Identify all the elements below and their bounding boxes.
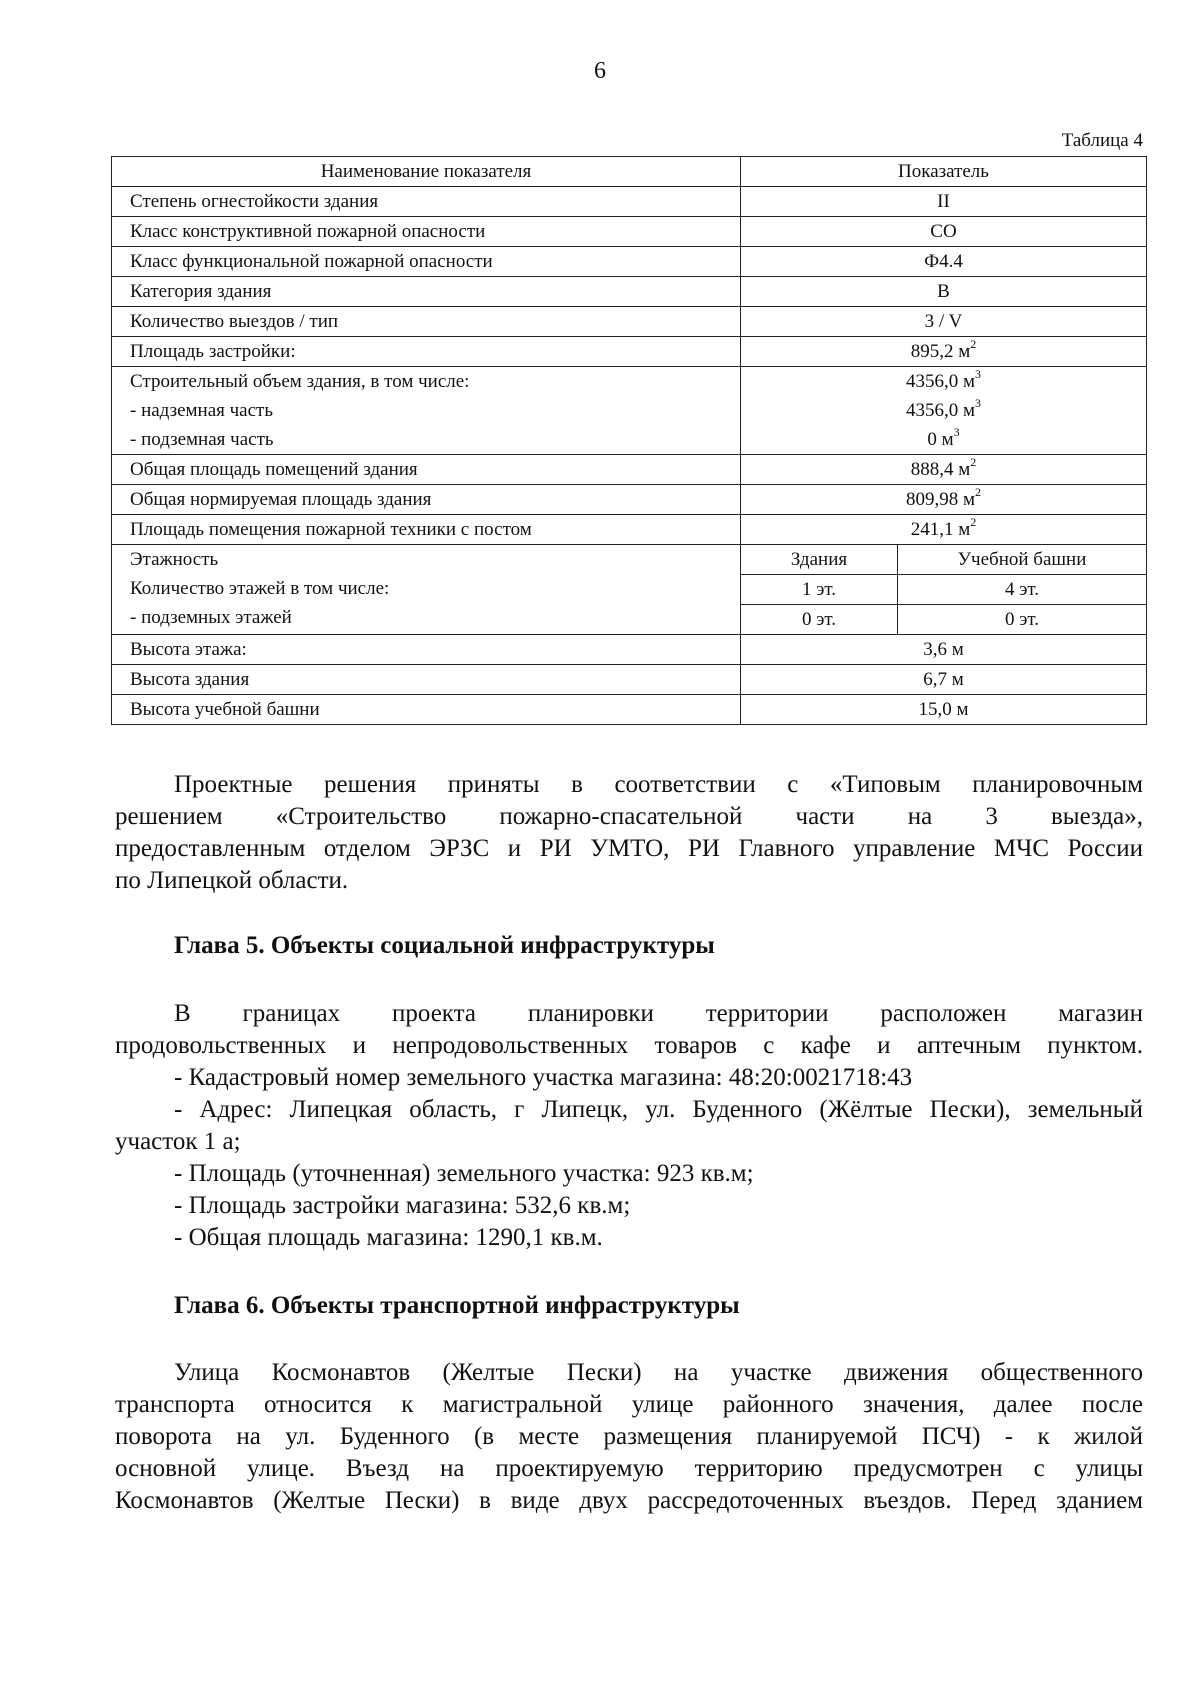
- row-name: Общая нормируемая площадь здания: [112, 485, 741, 515]
- row-name: Высота здания: [112, 665, 741, 695]
- chapter-5-heading: Глава 5. Объекты социальной инфраструктуры: [174, 932, 715, 959]
- row-value: СО: [741, 217, 1147, 247]
- row-value: 6,7 м: [741, 665, 1147, 695]
- row-name: Класс функциональной пожарной опасности: [112, 247, 741, 277]
- paragraph-design-decisions: Проектные решения приняты в соответствии с «Типовым планировочным решением «Строительство пожарно-спасательной части на 3 выезда», предоставленным отделом ЭРЗС и РИ УМТО, РИ Главного управление МЧС России по Липецкой области.: [115, 771, 1143, 894]
- row-value: 241,1 $м^2$: [741, 515, 1147, 545]
- row-value: 895,2 $м^2$: [741, 337, 1147, 367]
- row-value: Ф4.4: [741, 247, 1147, 277]
- table-row: [112, 485, 1147, 515]
- table-row: [112, 187, 1147, 217]
- row-value: 4356,0 $м^3$ 4356,0 $м^3$ 0 $м^3$: [741, 367, 1147, 455]
- row-value: 3 / V: [741, 307, 1147, 337]
- row-value: 888,4 $м^2$: [741, 455, 1147, 485]
- header-name: Наименование показателя: [112, 157, 741, 187]
- floors-col-building: Здания: [741, 545, 898, 575]
- row-name: Площадь застройки:: [112, 337, 741, 367]
- floors-building-value: 1 эт.: [741, 575, 898, 605]
- table-row: [112, 247, 1147, 277]
- underground-tower-value: 0 эт.: [898, 605, 1147, 635]
- row-name: Количество выездов / тип: [112, 307, 741, 337]
- row-value: В: [741, 277, 1147, 307]
- header-value: Показатель: [741, 157, 1147, 187]
- row-name: Общая площадь помещений здания: [112, 455, 741, 485]
- page-number: 6: [594, 58, 606, 84]
- floors-label: Этажность Количество этажей в том числе: - подземных этажей: [112, 545, 741, 635]
- table-header-row: [112, 157, 1147, 187]
- row-name: Высота этажа:: [112, 635, 741, 665]
- table-row: [112, 695, 1147, 725]
- row-name: Категория здания: [112, 277, 741, 307]
- chapter-6-text: Улица Космонавтов (Желтые Пески) на участке движения общественного транспорта относится к магистральной улице районного значения, далее после поворота на ул. Буденного (в месте размещения планируемой ПСЧ) - к жилой основной улице. Въезд на проектируемую территорию предусмотрен с улицы Космонавтов (Желтые Пески) в виде двух рассредоточенных въездов. Перед зданием: [115, 1359, 1143, 1514]
- floors-tower-value: 4 эт.: [898, 575, 1147, 605]
- row-name: Строительный объем здания, в том числе: - надземная часть - подземная часть: [112, 367, 741, 455]
- table-row: [112, 455, 1147, 485]
- table-row: [112, 307, 1147, 337]
- table-row-floors-header: [112, 545, 1147, 575]
- indicators-table: [111, 156, 1147, 725]
- row-name: Площадь помещения пожарной техники с постом: [112, 515, 741, 545]
- row-value: 15,0 м: [741, 695, 1147, 725]
- table-row-volume: [112, 367, 1147, 455]
- row-name: Высота учебной башни: [112, 695, 741, 725]
- chapter-5-text: В границах проекта планировки территории расположен магазин продовольственных и непродовольственных товаров с кафе и аптечным пунктом. - Кадастровый номер земельного участка магазина: 48:20:0021718:43 - Адрес: Липецкая область, г Липецк, ул. Буденного (Жёлтые Пески), земельный участок 1 а; - Площадь (уточненная) земельного участка: 923 кв.м; - Площадь застройки магазина: 532,6 кв.м; - Общая площадь магазина: 1290,1 кв.м.: [115, 1000, 1143, 1251]
- row-value: II: [741, 187, 1147, 217]
- row-value: 3,6 м: [741, 635, 1147, 665]
- table-row: [112, 665, 1147, 695]
- chapter-6-heading: Глава 6. Объекты транспортной инфраструктуры: [174, 1292, 740, 1319]
- table-caption: Таблица 4: [1061, 130, 1143, 151]
- table-row: [112, 635, 1147, 665]
- table-row: [112, 515, 1147, 545]
- underground-building-value: 0 эт.: [741, 605, 898, 635]
- table-row: [112, 217, 1147, 247]
- table-row: [112, 277, 1147, 307]
- row-name: Степень огнестойкости здания: [112, 187, 741, 217]
- row-name: Класс конструктивной пожарной опасности: [112, 217, 741, 247]
- row-value: 809,98 $м^2$: [741, 485, 1147, 515]
- table-row: [112, 337, 1147, 367]
- floors-col-tower: Учебной башни: [898, 545, 1147, 575]
